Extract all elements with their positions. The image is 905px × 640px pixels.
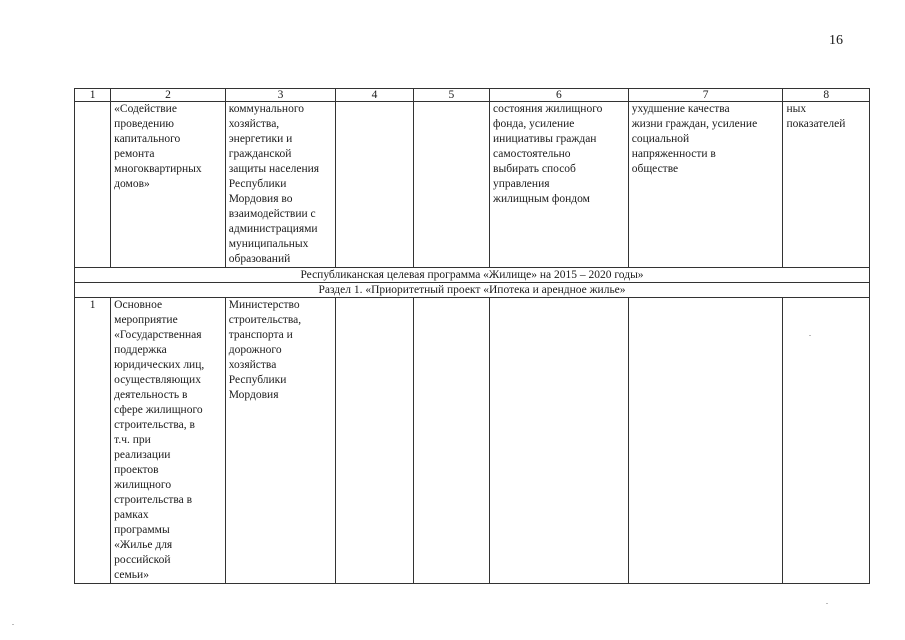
column-number: 4 bbox=[336, 89, 413, 102]
table-cell: коммунального хозяйства, энергетики и гражданской защиты населения Республики Мордовия во взаимодействии с администрациями муниципальных образований bbox=[225, 102, 336, 268]
program-table bbox=[74, 88, 870, 584]
column-number: 7 bbox=[628, 89, 783, 102]
table-cell bbox=[413, 102, 489, 268]
table-cell: Основное мероприятие «Государственная поддержка юридических лиц, осуществляющих деятельность в сфере жилищного строительства, в т.ч. при реализации проектов жилищного строительства в рамках программы «Жилье для российской семьи» bbox=[111, 298, 226, 584]
section-heading-row bbox=[75, 283, 870, 298]
section-heading: Раздел 1. «Приоритетный проект «Ипотека и арендное жилье» bbox=[75, 283, 870, 298]
table-cell: Министерство строительства, транспорта и дорожного хозяйства Республики Мордовия bbox=[225, 298, 336, 584]
table-row bbox=[75, 102, 870, 268]
column-number: 1 bbox=[75, 89, 111, 102]
table-cell bbox=[783, 298, 870, 584]
table-cell bbox=[490, 298, 629, 584]
program-heading: Республиканская целевая программа «Жилище» на 2015 – 2020 годы» bbox=[75, 268, 870, 283]
column-number: 2 bbox=[111, 89, 226, 102]
page-number: 16 bbox=[829, 33, 843, 48]
table-cell bbox=[628, 298, 783, 584]
table-cell bbox=[413, 298, 489, 584]
column-number: 6 bbox=[490, 89, 629, 102]
table-cell bbox=[336, 102, 413, 268]
table-cell bbox=[75, 102, 111, 268]
table-cell: 1 bbox=[75, 298, 111, 584]
table-cell bbox=[336, 298, 413, 584]
table-row bbox=[75, 298, 870, 584]
table-cell: ухудшение качества жизни граждан, усиление социальной напряженности в обществе bbox=[628, 102, 783, 268]
table-cell: состояния жилищного фонда, усиление инициативы граждан самостоятельно выбирать способ управления жилищным фондом bbox=[490, 102, 629, 268]
scan-speck bbox=[12, 624, 14, 625]
column-number: 8 bbox=[783, 89, 870, 102]
column-number: 5 bbox=[413, 89, 489, 102]
table-cell: «Содействие проведению капитального ремонта многоквартирных домов» bbox=[111, 102, 226, 268]
program-heading-row bbox=[75, 268, 870, 283]
column-number: 3 bbox=[225, 89, 336, 102]
scan-speck bbox=[826, 603, 828, 604]
table-cell: ных показателей bbox=[783, 102, 870, 268]
scan-speck bbox=[809, 335, 811, 336]
column-number-row bbox=[75, 89, 870, 102]
